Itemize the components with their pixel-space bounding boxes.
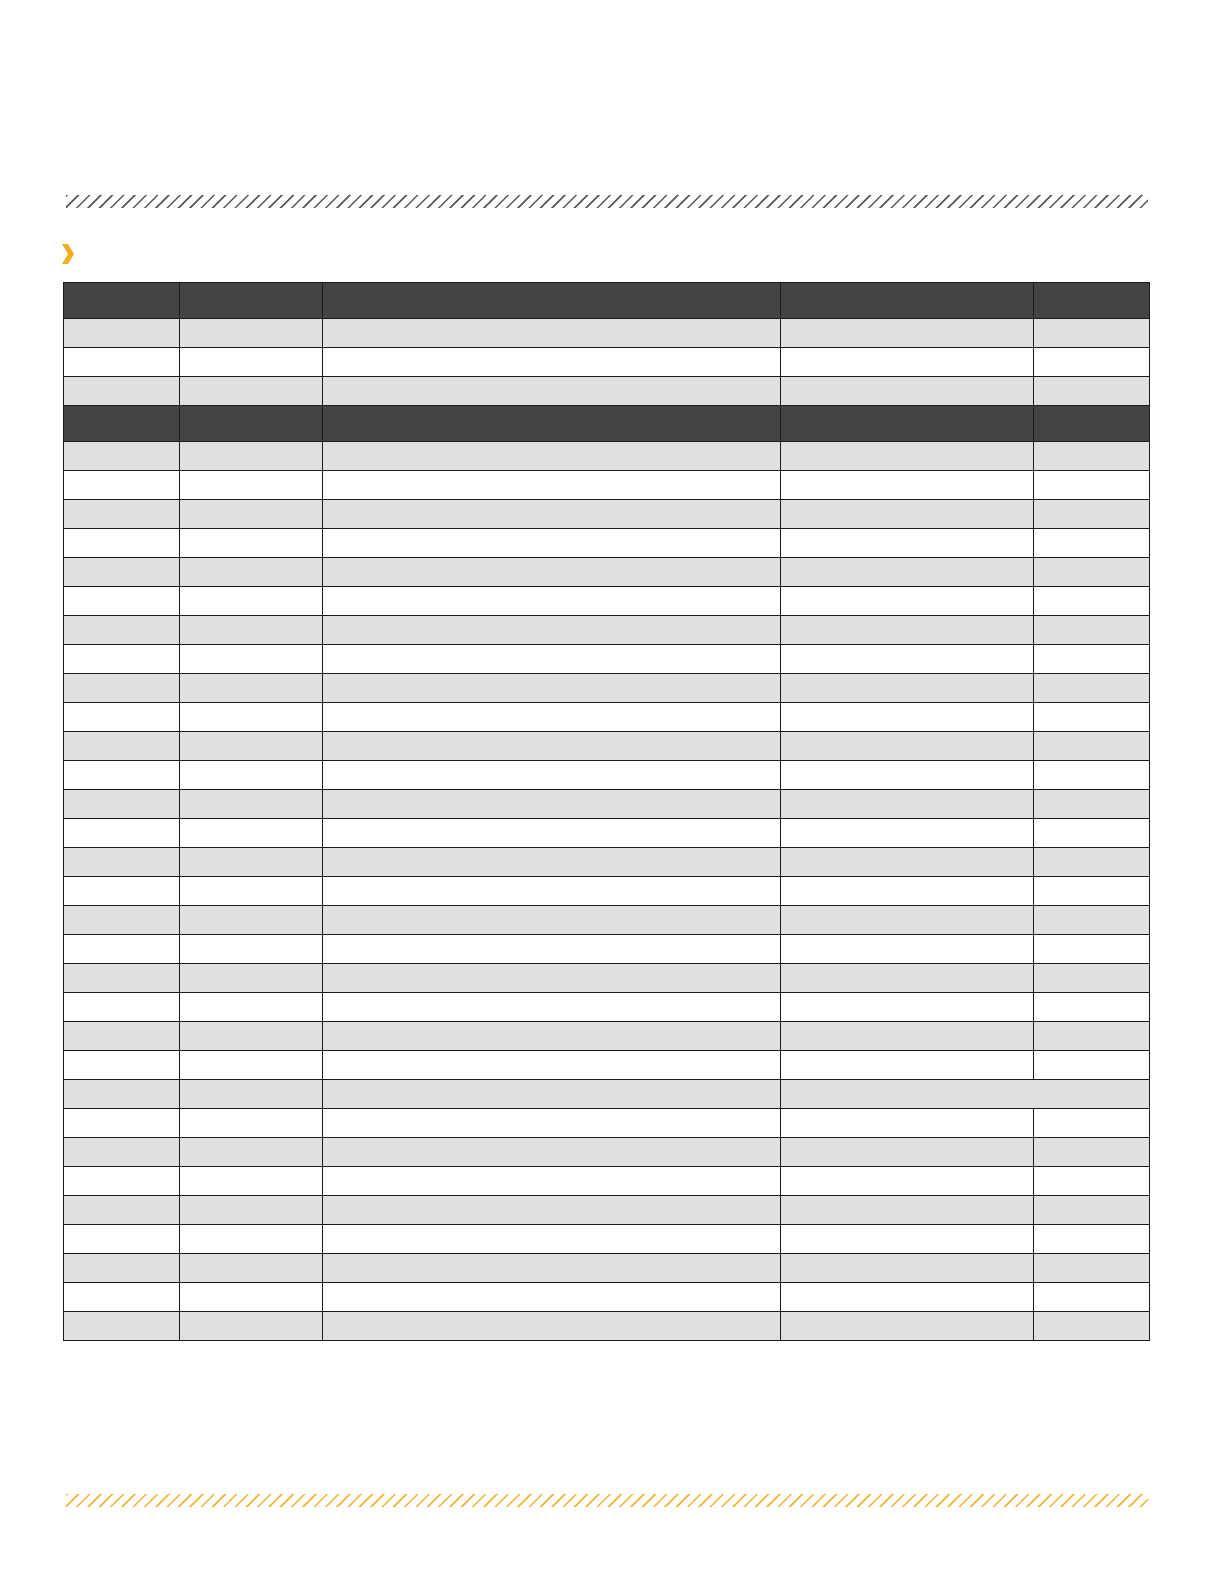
header-row <box>64 406 1150 442</box>
table-cell <box>781 348 1034 377</box>
table-cell <box>1034 1022 1150 1051</box>
table-cell <box>781 1196 1034 1225</box>
table-cell <box>180 587 323 616</box>
table-cell <box>64 1022 180 1051</box>
table-cell <box>64 1109 180 1138</box>
table-cell <box>1034 964 1150 993</box>
table-row <box>64 500 1150 529</box>
table-row <box>64 674 1150 703</box>
table-cell <box>180 319 323 348</box>
table-cell <box>180 790 323 819</box>
table-row <box>64 348 1150 377</box>
table-cell <box>64 616 180 645</box>
table-row <box>64 616 1150 645</box>
table-cell <box>180 761 323 790</box>
table-cell <box>64 1080 180 1109</box>
table-cell <box>781 558 1034 587</box>
table-cell <box>180 935 323 964</box>
table-cell <box>1034 500 1150 529</box>
table-cell <box>1034 645 1150 674</box>
table-cell <box>64 587 180 616</box>
table-row <box>64 1080 1150 1109</box>
table-cell <box>1034 529 1150 558</box>
table-cell <box>180 1051 323 1080</box>
table-cell <box>1034 587 1150 616</box>
table-cell <box>323 645 781 674</box>
header-cell <box>180 283 323 319</box>
table-cell <box>64 1312 180 1341</box>
table-cell <box>323 377 781 406</box>
table-cell <box>1034 1167 1150 1196</box>
table-row <box>64 645 1150 674</box>
table-cell <box>323 761 781 790</box>
table-cell <box>64 1051 180 1080</box>
table-cell <box>64 761 180 790</box>
header-cell <box>64 406 180 442</box>
table-cell <box>64 964 180 993</box>
table-cell <box>323 732 781 761</box>
table-cell <box>180 1022 323 1051</box>
table-cell <box>64 1225 180 1254</box>
table-cell <box>1034 1051 1150 1080</box>
table-cell <box>323 1109 781 1138</box>
table-row <box>64 848 1150 877</box>
table-row <box>64 442 1150 471</box>
table-cell <box>64 377 180 406</box>
table-row <box>64 1283 1150 1312</box>
table-cell <box>781 703 1034 732</box>
table-cell <box>781 906 1034 935</box>
table-cell <box>180 1196 323 1225</box>
table-row <box>64 1109 1150 1138</box>
table-cell <box>323 1022 781 1051</box>
data-table <box>63 282 1150 1341</box>
table-cell <box>180 964 323 993</box>
table-row <box>64 319 1150 348</box>
table-cell <box>323 790 781 819</box>
table-cell <box>64 645 180 674</box>
table-cell <box>781 993 1034 1022</box>
table-cell <box>1034 935 1150 964</box>
table-row <box>64 529 1150 558</box>
table-cell <box>64 906 180 935</box>
table-cell <box>1034 1312 1150 1341</box>
table-cell <box>180 471 323 500</box>
header-cell <box>64 283 180 319</box>
table-cell <box>781 1254 1034 1283</box>
table-cell <box>781 964 1034 993</box>
table-cell <box>781 1283 1034 1312</box>
table-cell <box>323 471 781 500</box>
table-cell <box>781 319 1034 348</box>
table-row <box>64 703 1150 732</box>
table-cell <box>180 906 323 935</box>
table-cell <box>323 1254 781 1283</box>
top-hatch-divider <box>66 195 1148 208</box>
table-cell <box>781 935 1034 964</box>
table-cell <box>64 848 180 877</box>
table-cell <box>1034 877 1150 906</box>
header-row <box>64 283 1150 319</box>
table-cell <box>323 587 781 616</box>
table-cell <box>323 500 781 529</box>
table-cell <box>180 993 323 1022</box>
table-row <box>64 1254 1150 1283</box>
table-cell <box>1034 848 1150 877</box>
table-cell <box>781 848 1034 877</box>
table-cell <box>1034 790 1150 819</box>
table-cell <box>180 558 323 587</box>
table-cell <box>1034 442 1150 471</box>
table-row <box>64 1312 1150 1341</box>
table-cell <box>1034 993 1150 1022</box>
table-cell <box>64 790 180 819</box>
table-cell <box>64 529 180 558</box>
header-cell <box>1034 406 1150 442</box>
table-cell <box>180 1138 323 1167</box>
table-cell <box>781 761 1034 790</box>
table-cell <box>64 1138 180 1167</box>
table-cell <box>180 1225 323 1254</box>
table-cell <box>781 1225 1034 1254</box>
table-cell <box>323 906 781 935</box>
table-cell <box>781 1051 1034 1080</box>
table-cell <box>781 1022 1034 1051</box>
table-cell <box>64 703 180 732</box>
table-cell <box>180 1080 323 1109</box>
table-cell <box>323 1196 781 1225</box>
header-cell <box>323 406 781 442</box>
table-cell <box>323 848 781 877</box>
table-cell <box>781 1138 1034 1167</box>
table-cell <box>1034 377 1150 406</box>
table-cell <box>180 732 323 761</box>
table-cell <box>180 1283 323 1312</box>
table-cell <box>1034 319 1150 348</box>
table-cell <box>323 1283 781 1312</box>
table-cell <box>323 935 781 964</box>
table-cell <box>323 558 781 587</box>
table-cell <box>180 1167 323 1196</box>
table-cell <box>781 616 1034 645</box>
chevron-right-icon <box>60 243 76 265</box>
table-cell <box>323 703 781 732</box>
table-row <box>64 1167 1150 1196</box>
table-row <box>64 993 1150 1022</box>
table-cell <box>781 442 1034 471</box>
table-cell <box>180 377 323 406</box>
table-cell <box>64 558 180 587</box>
table-row <box>64 558 1150 587</box>
table-cell <box>1034 348 1150 377</box>
table-cell <box>1034 471 1150 500</box>
table-cell <box>781 500 1034 529</box>
table-cell <box>64 819 180 848</box>
table-cell <box>323 964 781 993</box>
table-cell <box>323 1225 781 1254</box>
table-row <box>64 1196 1150 1225</box>
table-row <box>64 790 1150 819</box>
table-row <box>64 471 1150 500</box>
table-cell <box>1034 906 1150 935</box>
table-row <box>64 1051 1150 1080</box>
table-cell <box>180 674 323 703</box>
table-cell <box>64 935 180 964</box>
table-cell <box>781 1167 1034 1196</box>
table-cell <box>1034 1283 1150 1312</box>
table-row <box>64 1225 1150 1254</box>
table-cell <box>323 674 781 703</box>
table-cell <box>323 1312 781 1341</box>
table-cell <box>781 587 1034 616</box>
table-cell <box>64 319 180 348</box>
table-cell <box>781 790 1034 819</box>
table-cell <box>781 471 1034 500</box>
table-row <box>64 761 1150 790</box>
table-cell <box>180 1109 323 1138</box>
table-cell <box>180 500 323 529</box>
table-cell <box>781 732 1034 761</box>
header-cell <box>781 283 1034 319</box>
table-cell <box>64 1254 180 1283</box>
table-cell <box>1034 1254 1150 1283</box>
table-cell <box>64 993 180 1022</box>
header-cell <box>180 406 323 442</box>
bottom-hatch-divider <box>66 1494 1148 1507</box>
table-cell <box>64 877 180 906</box>
table-cell <box>180 529 323 558</box>
table-cell <box>64 1283 180 1312</box>
table-row <box>64 1138 1150 1167</box>
table-cell <box>1034 558 1150 587</box>
table-cell <box>180 645 323 674</box>
table-cell <box>1034 1196 1150 1225</box>
table-cell <box>64 1196 180 1225</box>
table-cell <box>1034 1109 1150 1138</box>
table-row <box>64 819 1150 848</box>
table-cell <box>323 442 781 471</box>
table-cell <box>323 319 781 348</box>
header-cell <box>781 406 1034 442</box>
table-row <box>64 877 1150 906</box>
table-cell <box>323 819 781 848</box>
table-row <box>64 964 1150 993</box>
table-cell <box>1034 674 1150 703</box>
table-cell <box>781 645 1034 674</box>
table-cell <box>781 529 1034 558</box>
table-cell <box>323 877 781 906</box>
table-cell <box>1034 1138 1150 1167</box>
table-cell <box>180 877 323 906</box>
table-cell <box>180 848 323 877</box>
table-cell <box>323 1051 781 1080</box>
header-cell <box>323 283 781 319</box>
table-cell <box>323 1080 781 1109</box>
table-cell <box>180 819 323 848</box>
table-cell <box>64 348 180 377</box>
table-cell <box>323 616 781 645</box>
table-cell <box>64 732 180 761</box>
table-cell <box>781 377 1034 406</box>
header-cell <box>1034 283 1150 319</box>
table-row <box>64 377 1150 406</box>
table-cell <box>1034 1225 1150 1254</box>
table-cell <box>781 1080 1150 1109</box>
table-cell <box>64 442 180 471</box>
table-row <box>64 906 1150 935</box>
table-cell <box>323 1167 781 1196</box>
table-cell <box>781 819 1034 848</box>
table-cell <box>323 993 781 1022</box>
table-cell <box>323 529 781 558</box>
table-cell <box>180 703 323 732</box>
table-cell <box>1034 732 1150 761</box>
table-row <box>64 1022 1150 1051</box>
table-body <box>64 283 1150 1341</box>
table-cell <box>180 1254 323 1283</box>
table-cell <box>323 348 781 377</box>
table-cell <box>781 1109 1034 1138</box>
table-row <box>64 935 1150 964</box>
table-cell <box>180 442 323 471</box>
table-cell <box>180 616 323 645</box>
table-cell <box>781 877 1034 906</box>
table-row <box>64 587 1150 616</box>
table-cell <box>180 1312 323 1341</box>
table-cell <box>1034 703 1150 732</box>
table-row <box>64 732 1150 761</box>
table-cell <box>180 348 323 377</box>
table-cell <box>64 500 180 529</box>
table-cell <box>1034 819 1150 848</box>
table-cell <box>323 1138 781 1167</box>
table-cell <box>1034 616 1150 645</box>
table-cell <box>781 674 1034 703</box>
table-cell <box>64 471 180 500</box>
table-cell <box>1034 761 1150 790</box>
table-cell <box>64 674 180 703</box>
table-cell <box>64 1167 180 1196</box>
table-cell <box>781 1312 1034 1341</box>
